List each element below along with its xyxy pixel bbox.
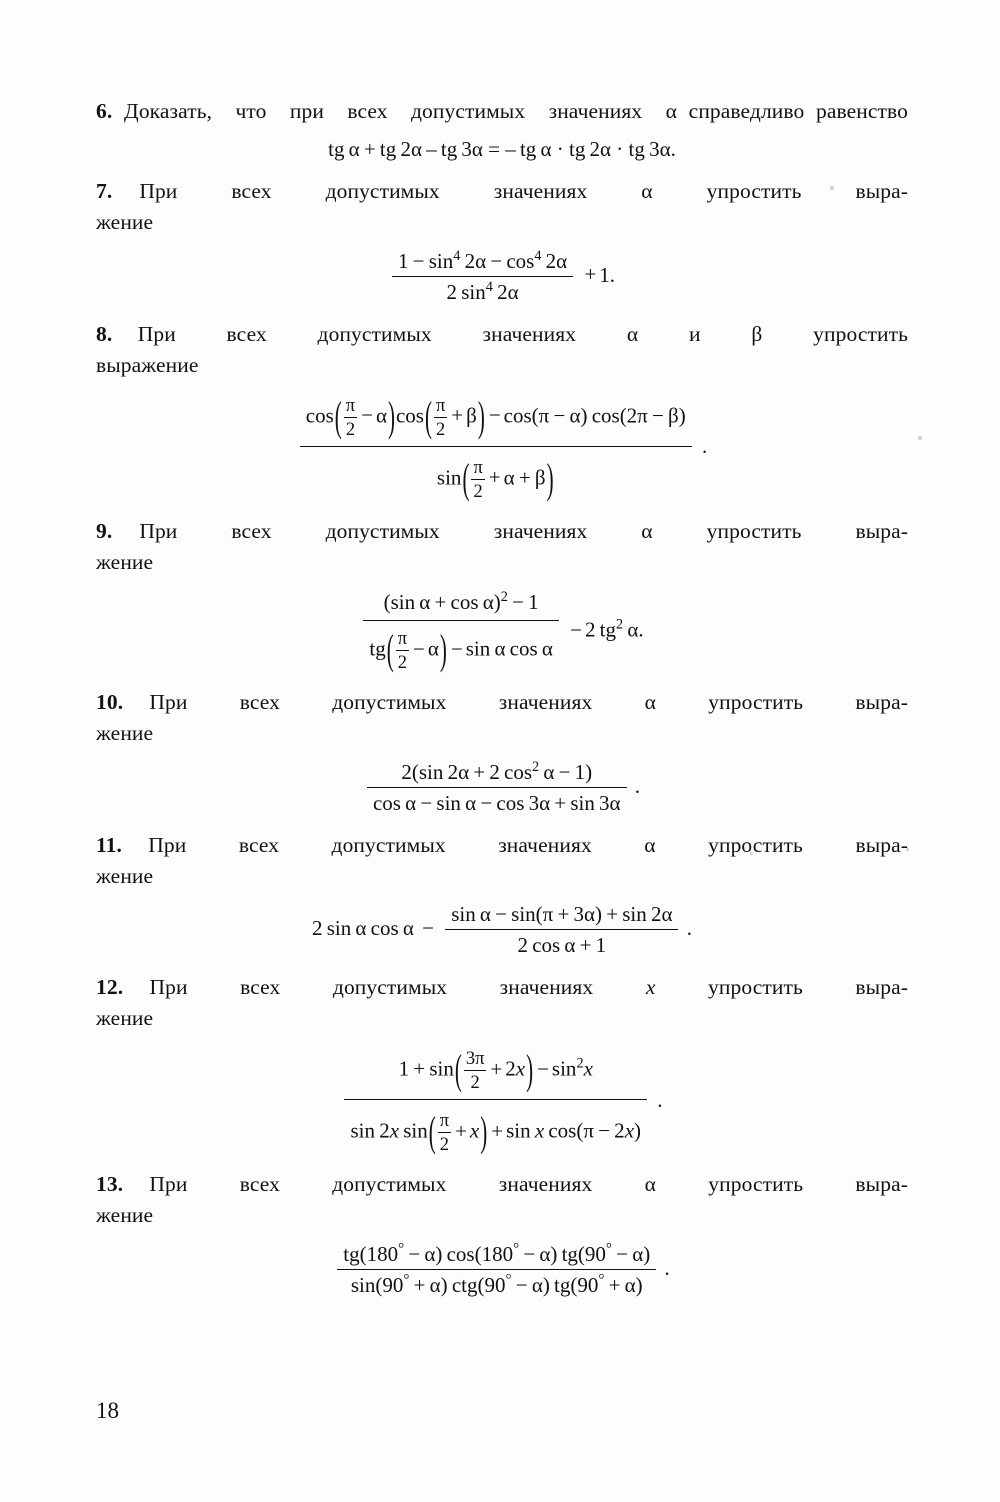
problem-11-statement: При всех допустимых значениях α упростить выра-: [148, 832, 908, 857]
problem-13-statement: При всех допустимых значениях α упростить выра-: [149, 1172, 908, 1197]
fraction: $\frac{1 - \sin^4 2\alpha - \cos^4 2\alpha}{2 \sin^4 2\alpha}$: [392, 249, 573, 305]
paper-speck: [918, 436, 922, 440]
problem-8-statement: При всех допустимых значениях α и β упростить: [137, 321, 908, 346]
problem-13-text: [96, 1169, 908, 1200]
problem-6-text: [96, 96, 908, 127]
problem-10-statement: При всех допустимых значениях α упростить выра-: [149, 690, 908, 715]
problem-7-statement: При всех допустимых значениях α упростить выра-: [139, 179, 908, 204]
problem-12-formula: 1 + sin( $\frac{3\pi}{2}$ + $2x) - \sin^2x$ sin 2x sin( $\frac{\pi}{2}$ + x) + sin x cos(π − 2x) .: [96, 1048, 908, 1155]
problem-7-text-cont: жение: [96, 210, 154, 235]
fraction: $\frac{tg(180^\circ - \alpha) \cos(180^\circ - \alpha) tg(90^\circ - \alpha)}{\sin(90^\circ + \alpha) ctg(90^\circ - \alpha) tg(90^\circ + \alpha)}$: [337, 1242, 656, 1298]
problem-9-number: 9.: [96, 518, 113, 543]
problem-8: [96, 319, 908, 502]
problem-9-statement: При всех допустимых значениях α упростить выра-: [139, 518, 908, 543]
problem-7-text: [96, 176, 908, 207]
problem-7: [96, 176, 908, 304]
problem-13-formula: $\frac{tg(180^\circ - \alpha) \cos(180^\circ - \alpha) tg(90^\circ - \alpha)}{\sin(90^\circ + \alpha) ctg(90^\circ - \alpha) tg(90^\circ + \alpha)}$ .: [96, 1242, 908, 1298]
fraction: (sin α + cos α)$^2$ − 1 tg( $\frac{\pi}{2}$ − α) − sin α cos α: [363, 590, 559, 673]
problem-6-statement: Доказать, что при всех допустимых значениях α справедливо равенство: [124, 99, 909, 123]
problem-13: [96, 1169, 908, 1297]
problem-12-statement: При всех допустимых значениях x упростить выра-: [149, 974, 908, 999]
problem-8-number: 8.: [96, 321, 113, 346]
problem-7-formula: $\frac{1 - \sin^4 2\alpha - \cos^4 2\alpha}{2 \sin^4 2\alpha}$ + 1.: [96, 249, 908, 305]
problem-12-number: 12.: [96, 974, 124, 999]
problem-8-text: [96, 319, 908, 350]
problem-13-text-cont: жение: [96, 1203, 154, 1228]
page-content: [96, 96, 908, 1312]
problem-8-text-cont: выражение: [96, 352, 199, 377]
fraction: 1 + sin( $\frac{3\pi}{2}$ + $2x) - \sin^2x$ sin 2x sin( $\frac{\pi}{2}$ + x) + sin x cos(π − 2x): [344, 1048, 647, 1155]
problem-10-text-cont: жение: [96, 721, 154, 746]
problem-6-formula: tg α + tg 2α – tg 3α = – tg α · tg 2α · tg 3α.: [328, 137, 676, 162]
problem-11-formula: 2 sin α cos α − $\frac{\text{sin α − sin(π + 3α) + sin 2α}}{\text{2 cos α + 1}}$ .: [312, 901, 692, 957]
problem-9-text: [96, 516, 908, 547]
problem-12: [96, 972, 908, 1155]
problem-10-formula: $\frac{2(\sin 2\alpha + 2 \cos^2 \alpha - 1)}{\text{cos α − sin α − cos 3α + sin 3α}}$ .: [96, 760, 908, 816]
problem-10-text: [96, 687, 908, 718]
problem-8-formula: cos( $\frac{\pi}{2}$ − α)cos( $\frac{\pi}{2}$ + β) − cos(π − α) cos(2π − β) sin( $\frac{\pi}{2}$ + α + β) .: [96, 395, 908, 502]
problem-9: [96, 516, 908, 673]
fraction: cos( $\frac{\pi}{2}$ − α)cos( $\frac{\pi}{2}$ + β) − cos(π − α) cos(2π − β) sin( $\frac{\pi}{2}$ + α + β): [300, 395, 692, 502]
problem-11-text: [96, 830, 908, 861]
problem-12-text-cont: жение: [96, 1006, 154, 1031]
page-number: 18: [96, 1398, 119, 1423]
problem-10: [96, 687, 908, 815]
problem-11-text-cont: жение: [96, 863, 154, 888]
problem-11: [96, 830, 908, 958]
problem-10-number: 10.: [96, 690, 124, 715]
problem-9-text-cont: жение: [96, 550, 154, 575]
fraction: $\frac{\text{sin α − sin(π + 3α) + sin 2α}}{\text{2 cos α + 1}}$: [445, 902, 678, 958]
problem-11-number: 11.: [96, 832, 122, 857]
problem-13-number: 13.: [96, 1172, 124, 1197]
problem-9-formula: (sin α + cos α)$^2$ − 1 tg( $\frac{\pi}{2}$ − α) − sin α cos α − 2 $tg^2$ α.: [96, 590, 908, 673]
problem-7-number: 7.: [96, 179, 113, 204]
problem-6: [96, 96, 908, 162]
problem-12-text: [96, 972, 908, 1003]
problem-6-number: 6.: [96, 99, 113, 123]
fraction: $\frac{2(\sin 2\alpha + 2 \cos^2 \alpha - 1)}{\text{cos α − sin α − cos 3α + sin 3α}}$: [367, 760, 627, 816]
